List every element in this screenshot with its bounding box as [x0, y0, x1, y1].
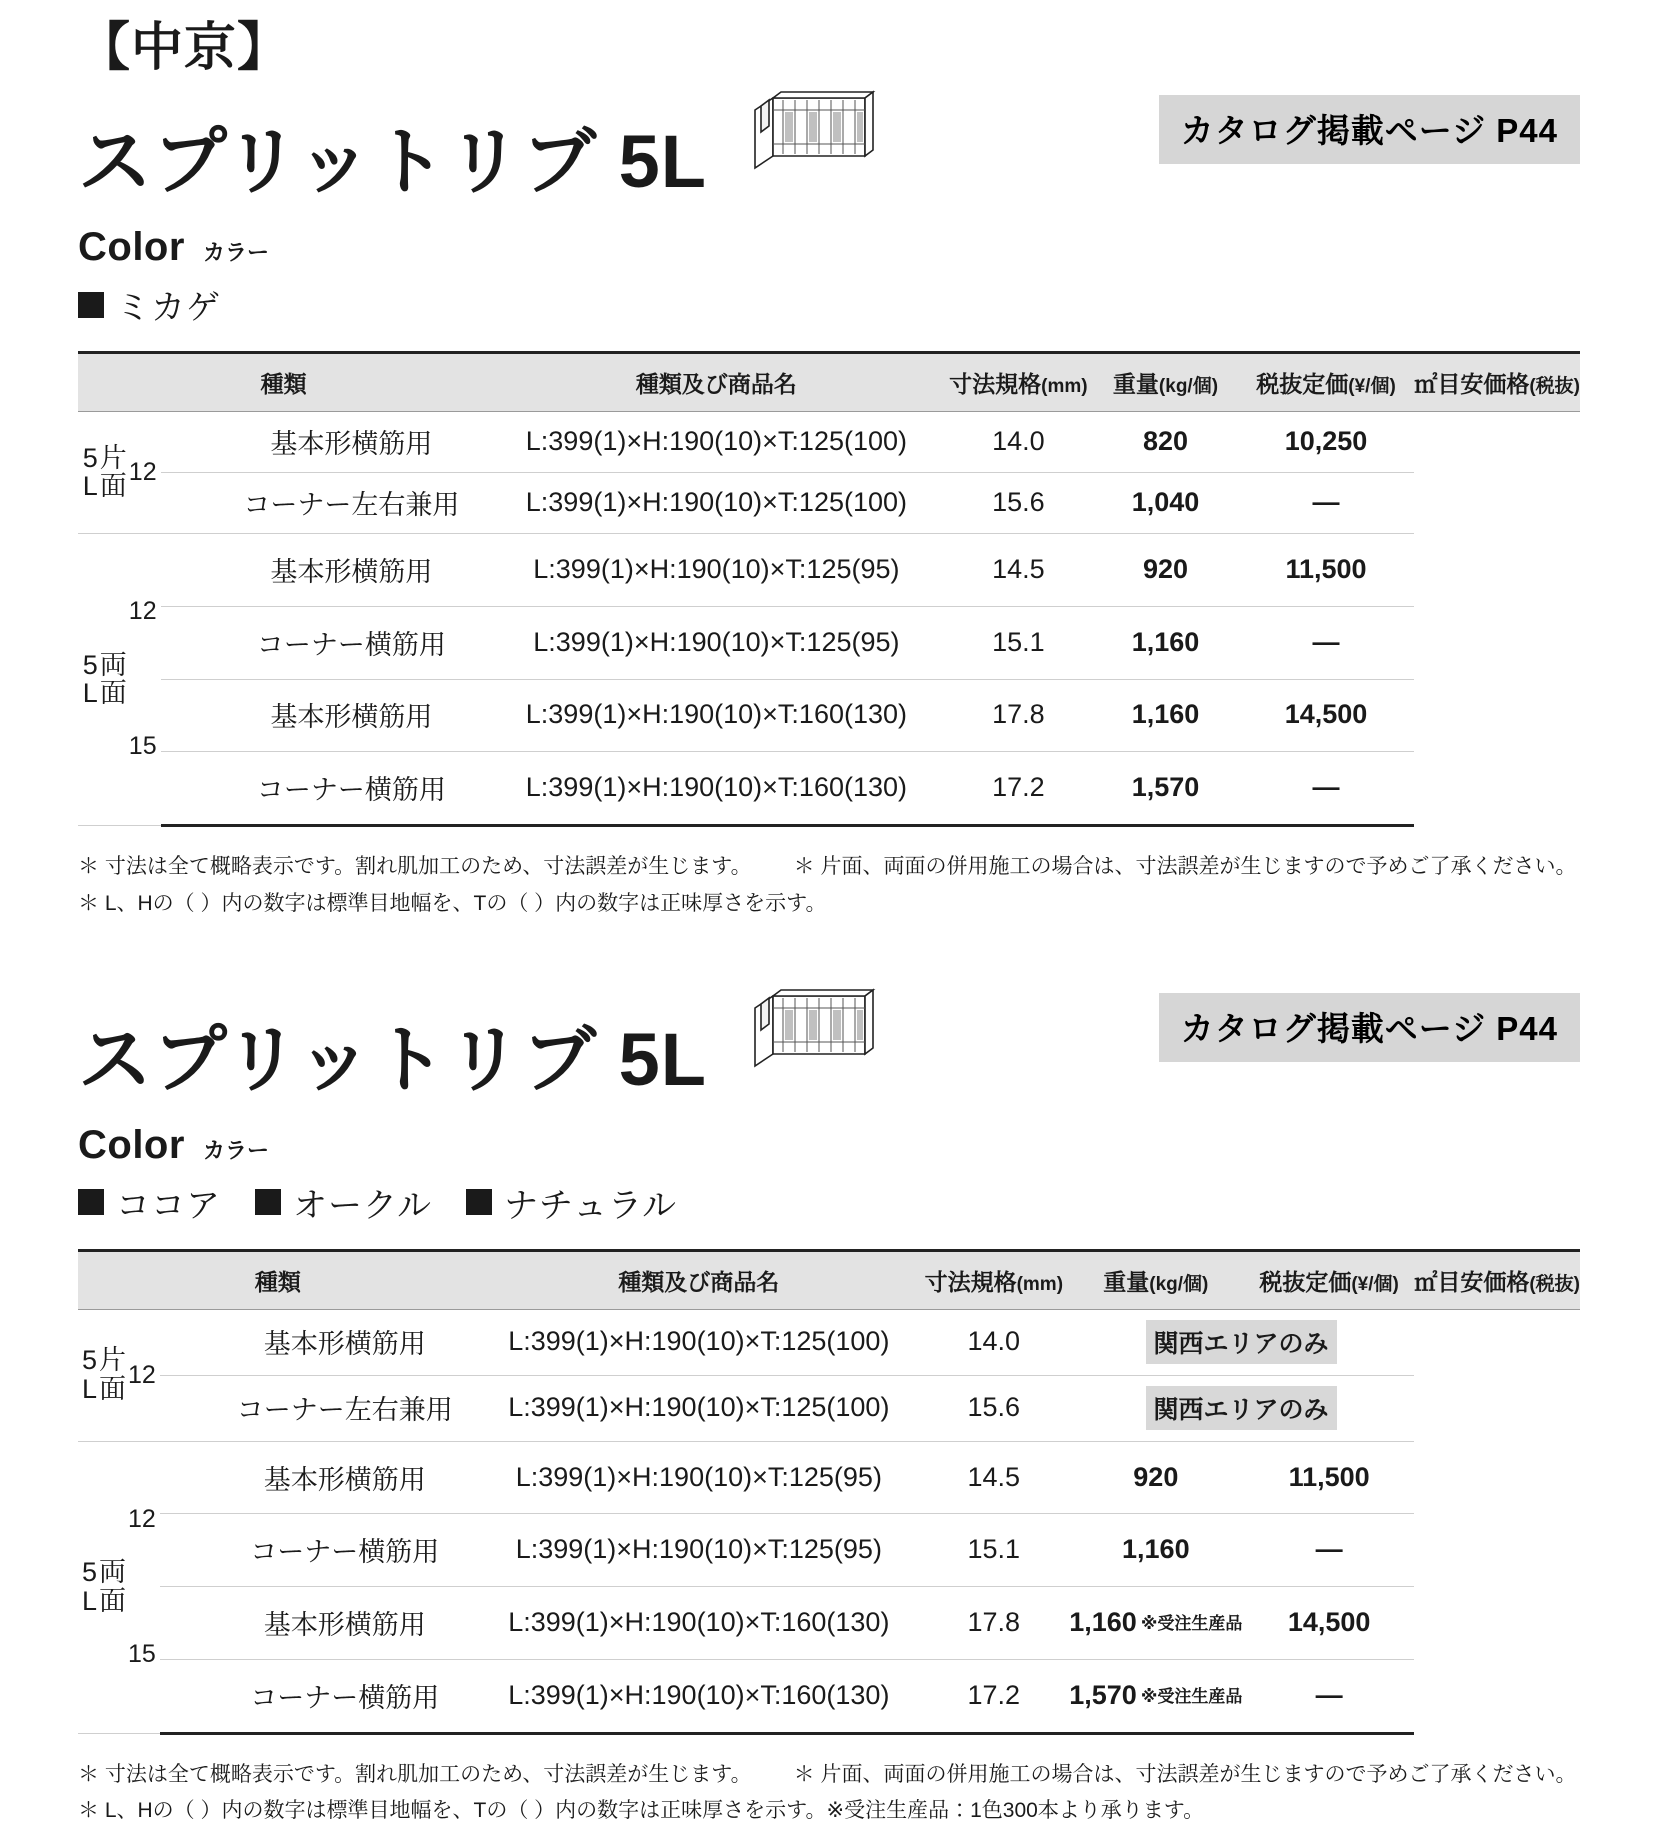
product-name-cell: 基本形横筋用 — [160, 1309, 478, 1375]
table-row — [78, 1587, 1580, 1660]
weight-cell: 17.2 — [920, 1659, 1068, 1733]
color-heading — [78, 1123, 1580, 1168]
th-product-name: 種類及び商品名 — [478, 1250, 920, 1309]
spec-table-kansai — [78, 1249, 1580, 1735]
price-cell: 1,570 — [1093, 752, 1237, 826]
weight-cell: 15.6 — [920, 1375, 1068, 1441]
color-item — [78, 1178, 221, 1227]
title-row — [78, 83, 1580, 204]
product-name-cell: 基本形横筋用 — [161, 534, 489, 607]
color-name: ナチュラル — [503, 1186, 677, 1225]
note-line: ＊ L、Hの（ ）内の数字は標準目地幅を、Tの（ ）内の数字は正味厚さを示す。 — [78, 891, 827, 915]
product-name-cell: 基本形横筋用 — [160, 1441, 478, 1514]
page-title: スプリットリブ 5L — [78, 1017, 707, 1101]
th-product-name: 種類及び商品名 — [489, 353, 943, 412]
made-to-order-note: ※受注生産品 — [1140, 1686, 1243, 1706]
weight-cell: 15.6 — [943, 473, 1093, 534]
th-unit-price: ㎡目安価格(税抜) — [1414, 353, 1580, 412]
color-label-en: Color — [78, 225, 185, 270]
split-rib-block-illustration — [747, 70, 877, 195]
color-list — [78, 1178, 1580, 1227]
notes-block — [78, 1757, 1580, 1830]
dimension-cell: L:399(1)×H:190(10)×T:125(100) — [478, 1375, 920, 1441]
th-weight: 重量(kg/個) — [1093, 353, 1237, 412]
color-swatch-icon — [466, 1189, 492, 1215]
unit-price-cell: 11,500 — [1238, 534, 1415, 607]
table-header — [78, 353, 1580, 412]
kind-type-cell: 5 L 両 面 12 15 — [78, 534, 161, 826]
product-name-cell: コーナー左右兼用 — [160, 1375, 478, 1441]
color-swatch-icon — [78, 1189, 104, 1215]
product-name-cell: コーナー横筋用 — [161, 606, 489, 679]
product-section-kansai — [78, 923, 1580, 1830]
price-cell: 1,570 ※受注生産品 — [1068, 1659, 1244, 1733]
product-name-cell: 基本形横筋用 — [161, 679, 489, 752]
unit-price-cell: — — [1238, 606, 1415, 679]
weight-cell: 14.5 — [920, 1441, 1068, 1514]
price-cell — [1068, 1375, 1415, 1441]
price-cell: 920 — [1093, 534, 1237, 607]
unit-price-cell: 10,250 — [1238, 412, 1415, 473]
color-swatch-icon — [255, 1189, 281, 1215]
spec-table-chukyo — [78, 351, 1580, 827]
color-label-ja: カラー — [202, 1137, 269, 1163]
table-row — [78, 534, 1580, 607]
price-cell — [1068, 1309, 1415, 1375]
dimension-cell: L:399(1)×H:190(10)×T:125(100) — [489, 473, 943, 534]
th-dimensions: 寸法規格(mm) — [943, 353, 1093, 412]
unit-price-cell: — — [1244, 1514, 1414, 1587]
weight-cell: 15.1 — [943, 606, 1093, 679]
table-row — [78, 679, 1580, 752]
color-item — [255, 1178, 432, 1227]
th-kind: 種類 — [78, 1250, 478, 1309]
th-unit-price: ㎡目安価格(税抜) — [1414, 1250, 1580, 1309]
price-cell: 920 — [1068, 1441, 1244, 1514]
product-name-cell: 基本形横筋用 — [160, 1587, 478, 1660]
dimension-cell: L:399(1)×H:190(10)×T:125(100) — [489, 412, 943, 473]
product-name-cell: コーナー横筋用 — [160, 1659, 478, 1733]
note-line: ＊ L、Hの（ ）内の数字は標準目地幅を、Tの（ ）内の数字は正味厚さを示す。※受注生産品：1色300本より承ります。 — [78, 1799, 1205, 1823]
kind-type-cell: 5 L 片 面 12 — [78, 1309, 160, 1441]
table-row — [78, 1659, 1580, 1733]
split-rib-block-illustration — [747, 968, 877, 1093]
product-name-cell: 基本形横筋用 — [161, 412, 489, 473]
color-list — [78, 280, 1580, 329]
table-row — [78, 1309, 1580, 1375]
dimension-cell: L:399(1)×H:190(10)×T:160(130) — [478, 1659, 920, 1733]
th-price: 税抜定価(¥/個) — [1238, 353, 1415, 412]
kansai-only-badge: 関西エリアのみ — [1146, 1386, 1337, 1430]
kind-type-cell: 5 L 両 面 12 15 — [78, 1441, 160, 1733]
dimension-cell: L:399(1)×H:190(10)×T:160(130) — [489, 752, 943, 826]
weight-cell: 14.5 — [943, 534, 1093, 607]
product-name-cell: コーナー横筋用 — [161, 752, 489, 826]
catalog-page-badge: カタログ掲載ページ P44 — [1159, 95, 1580, 164]
color-heading — [78, 225, 1580, 270]
th-price: 税抜定価(¥/個) — [1244, 1250, 1414, 1309]
weight-cell: 14.0 — [943, 412, 1093, 473]
color-label-ja: カラー — [202, 240, 269, 266]
table-header — [78, 1250, 1580, 1309]
note-line: ＊ 寸法は全て概略表示です。割れ肌加工のため、寸法誤差が生じます。 ＊ 片面、両面の併用施工の場合は、寸法誤差が生じますので予めご了承ください。 — [78, 1762, 1577, 1786]
table-row — [78, 752, 1580, 826]
dimension-cell: L:399(1)×H:190(10)×T:160(130) — [489, 679, 943, 752]
price-cell: 1,160 ※受注生産品 — [1068, 1587, 1244, 1660]
color-name: ココア — [116, 1186, 221, 1225]
dimension-cell: L:399(1)×H:190(10)×T:125(95) — [489, 534, 943, 607]
th-kind: 種類 — [78, 353, 489, 412]
dimension-cell: L:399(1)×H:190(10)×T:125(95) — [478, 1514, 920, 1587]
table-row — [78, 1441, 1580, 1514]
weight-cell: 14.0 — [920, 1309, 1068, 1375]
notes-block — [78, 849, 1580, 923]
table-row — [78, 473, 1580, 534]
region-label: 【中京】 — [78, 19, 291, 77]
dimension-cell: L:399(1)×H:190(10)×T:125(100) — [478, 1309, 920, 1375]
unit-price-cell: 14,500 — [1244, 1587, 1414, 1660]
th-dimensions: 寸法規格(mm) — [920, 1250, 1068, 1309]
unit-price-cell: 14,500 — [1238, 679, 1415, 752]
price-cell: 820 — [1093, 412, 1237, 473]
price-cell: 1,040 — [1093, 473, 1237, 534]
color-swatch-icon — [78, 292, 104, 318]
product-name-cell: コーナー左右兼用 — [161, 473, 489, 534]
price-cell: 1,160 — [1093, 679, 1237, 752]
made-to-order-note: ※受注生産品 — [1140, 1613, 1243, 1633]
unit-price-cell: — — [1238, 473, 1415, 534]
table-row — [78, 1375, 1580, 1441]
weight-cell: 17.2 — [943, 752, 1093, 826]
product-section-chukyo — [78, 0, 1580, 923]
th-weight: 重量(kg/個) — [1068, 1250, 1244, 1309]
color-item — [78, 280, 221, 329]
unit-price-cell: 11,500 — [1244, 1441, 1414, 1514]
table-body — [78, 1309, 1580, 1733]
color-name: オークル — [293, 1186, 432, 1225]
color-label-en: Color — [78, 1122, 185, 1167]
unit-price-cell: — — [1244, 1659, 1414, 1733]
table-body — [78, 412, 1580, 826]
table-row — [78, 412, 1580, 473]
page-title: スプリットリブ 5L — [78, 120, 707, 204]
product-name-cell: コーナー横筋用 — [160, 1514, 478, 1587]
color-name: ミカゲ — [116, 289, 221, 328]
title-row — [78, 981, 1580, 1101]
price-cell: 1,160 — [1068, 1514, 1244, 1587]
weight-cell: 17.8 — [943, 679, 1093, 752]
note-line: ＊ 寸法は全て概略表示です。割れ肌加工のため、寸法誤差が生じます。 ＊ 片面、両面の併用施工の場合は、寸法誤差が生じますので予めご了承ください。 — [78, 855, 1577, 879]
weight-cell: 17.8 — [920, 1587, 1068, 1660]
dimension-cell: L:399(1)×H:190(10)×T:160(130) — [478, 1587, 920, 1660]
weight-cell: 15.1 — [920, 1514, 1068, 1587]
kansai-only-badge: 関西エリアのみ — [1146, 1320, 1337, 1364]
dimension-cell: L:399(1)×H:190(10)×T:125(95) — [489, 606, 943, 679]
dimension-cell: L:399(1)×H:190(10)×T:125(95) — [478, 1441, 920, 1514]
unit-price-cell: — — [1238, 752, 1415, 826]
catalog-page-badge: カタログ掲載ページ P44 — [1159, 993, 1580, 1062]
color-item — [466, 1178, 677, 1227]
price-cell: 1,160 — [1093, 606, 1237, 679]
table-row — [78, 1514, 1580, 1587]
kind-type-cell: 5 L 片 面 12 — [78, 412, 161, 534]
table-row — [78, 606, 1580, 679]
